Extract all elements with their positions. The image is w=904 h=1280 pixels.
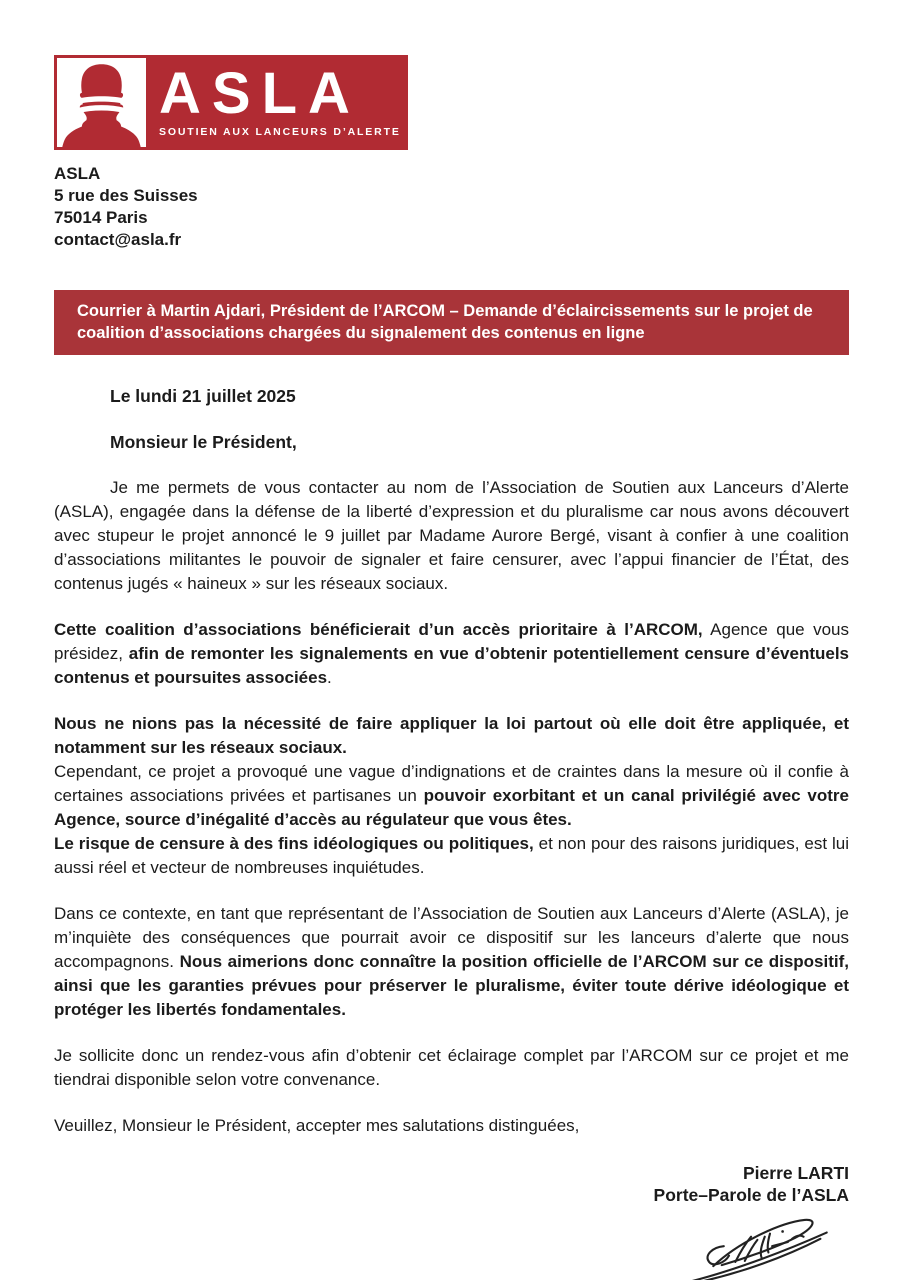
signatory-title: Porte–Parole de l’ASLA xyxy=(653,1185,849,1205)
subject-banner xyxy=(54,290,849,355)
letter-paragraph-5: Le risque de censure à des fins idéologiques ou politiques, et non pour des raisons juridiques, est lui aussi réel et vecteur de nombreuses inquiétudes. xyxy=(54,834,849,877)
letter-paragraph-6: Dans ce contexte, en tant que représentant de l’Association de Soutien aux Lanceurs d’Alerte (ASLA), je m’inquiète des conséquences que pourrait avoir ce dispositif sur les lanceurs d’alerte que nous accompagnons. Nous aimerions donc connaître la position officielle de l’ARCOM sur ce dispositif, ainsi que les garanties prévues pour préserver le pluralisme, éviter toute dérive idéologique et protéger les libertés fondamentales. xyxy=(54,904,849,1019)
letter-paragraph-4: Cependant, ce projet a provoqué une vague d’indignations et de craintes dans la mesure où il confie à certaines associations privées et partisanes un pouvoir exorbitant et un canal privilégié avec votre Agence, source d’inégalité d’accès au régulateur que vous êtes. xyxy=(54,762,849,829)
asla-logo xyxy=(54,55,408,150)
signatory-name: Pierre LARTI xyxy=(743,1163,849,1183)
letter-paragraph-2: Cette coalition d’associations bénéficierait d’un accès prioritaire à l’ARCOM, Agence que vous présidez, afin de remonter les signalements en vue d’obtenir potentiellement censure d’éventuels contenus et poursuites associées. xyxy=(54,620,850,687)
sender-address xyxy=(54,163,849,251)
letter-paragraph-1: Je me permets de vous contacter au nom de l’Association de Soutien aux Lanceurs d’Alerte (ASLA), engagée dans la défense de la liberté d’expression et du pluralisme car nous avons découvert avec stupeur le projet annoncé le 9 juillet par Madame Aurore Bergé, visant à confier à une coalition d’associations militantes le pouvoir de signaler et faire censurer, avec l’appui financier de l’État, des contenus jugés « haineux » sur les réseaux sociaux. xyxy=(54,478,849,593)
address-line-email: contact@asla.fr xyxy=(54,230,182,249)
letter-body xyxy=(54,384,849,1280)
handwritten-signature xyxy=(54,1212,849,1280)
letter-date: Le lundi 21 juillet 2025 xyxy=(110,386,296,406)
address-line-city: 75014 Paris xyxy=(54,208,148,227)
salutation: Monsieur le Président, xyxy=(110,432,297,452)
letter-paragraph-7: Je sollicite donc un rendez-vous afin d’obtenir cet éclairage complet par l’ARCOM sur ce projet et me tiendrai disponible selon votre convenance. xyxy=(54,1046,849,1089)
gagged-head-icon xyxy=(57,58,146,147)
logo-tagline: SOUTIEN AUX LANCEURS D’ALERTE xyxy=(159,126,401,138)
logo-text xyxy=(149,55,408,150)
logo-acronym: ASLA xyxy=(159,61,361,126)
letter-closing: Veuillez, Monsieur le Président, accepter mes salutations distinguées, xyxy=(54,1116,580,1135)
subject-text: Courrier à Martin Ajdari, Président de l’ARCOM – Demande d’éclaircissements sur le projet de coalition d’associations chargées du signalement des contenus en ligne xyxy=(77,302,813,342)
letter-paragraph-3: Nous ne nions pas la nécessité de faire appliquer la loi partout où elle doit être appliquée, et notamment sur les réseaux sociaux. xyxy=(54,714,849,757)
address-line-street: 5 rue des Suisses xyxy=(54,186,198,205)
signature-block xyxy=(54,1162,849,1280)
address-line-name: ASLA xyxy=(54,164,101,183)
